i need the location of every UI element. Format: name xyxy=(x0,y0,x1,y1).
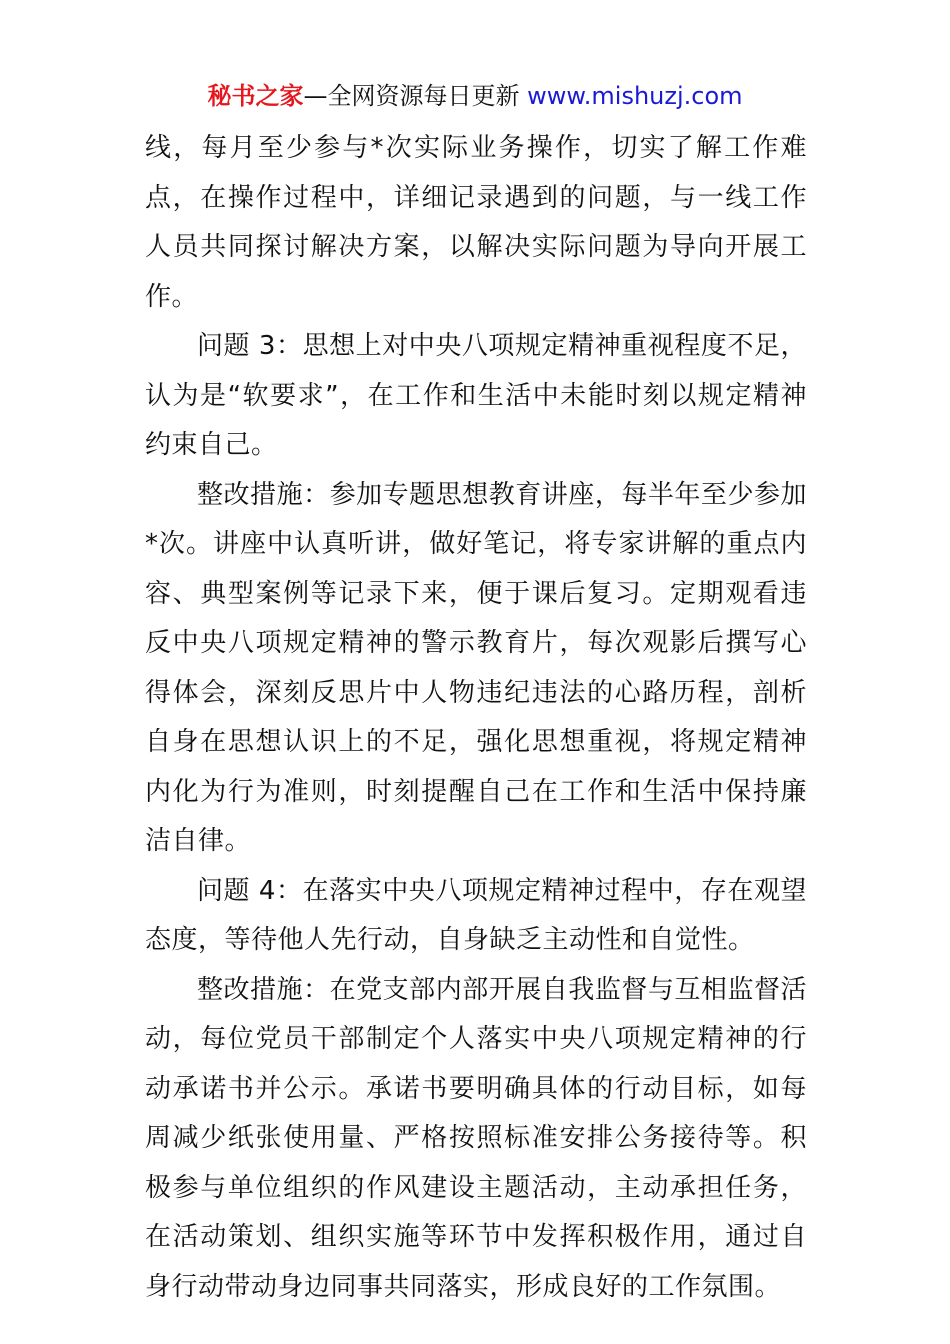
brand-name: 秘书之家 xyxy=(207,82,304,110)
paragraph-problem-3: 问题 3：思想上对中央八项规定精神重视程度不足，认为是“软要求”，在工作和生活中未能时刻以规定精神约束自己。 xyxy=(145,331,807,460)
page-header xyxy=(0,78,950,114)
site-url-link[interactable]: www.mishuzj.com xyxy=(527,82,743,110)
paragraph-problem-4: 问题 4：在落实中央八项规定精神过程中，存在观望态度，等待他人先行动，自身缺乏主动性和自觉性。 xyxy=(145,875,807,955)
paragraph-measure-4: 整改措施：在党支部内部开展自我监督与互相监督活动，每位党员干部制定个人落实中央八项规定精神的行动承诺书并公示。承诺书要明确具体的行动目标，如每周减少纸张使用量、严格按照标准安排公务接待等。积极参与单位组织的作风建设主题活动，主动承担任务，在活动策划、组织实施等环节中发挥积极作用，通过自身行动带动身边同事共同落实，形成良好的工作氛围。 xyxy=(145,974,807,1302)
document-body xyxy=(145,124,807,1312)
paragraph-continuation: 线，每月至少参与*次实际业务操作，切实了解工作难点，在操作过程中，详细记录遇到的问题，与一线工作人员共同探讨解决方案，以解决实际问题为导向开展工作。 xyxy=(145,133,807,312)
paragraph-measure-3: 整改措施：参加专题思想教育讲座，每半年至少参加*次。讲座中认真听讲，做好笔记，将专家讲解的重点内容、典型案例等记录下来，便于课后复习。定期观看违反中央八项规定精神的警示教育片，每次观影后撰写心得体会，深刻反思片中人物违纪违法的心路历程，剖析自身在思想认识上的不足，强化思想重视，将规定精神内化为行为准则，时刻提醒自己在工作和生活中保持廉洁自律。 xyxy=(145,479,807,856)
header-tagline: —全网资源每日更新 xyxy=(303,82,528,110)
